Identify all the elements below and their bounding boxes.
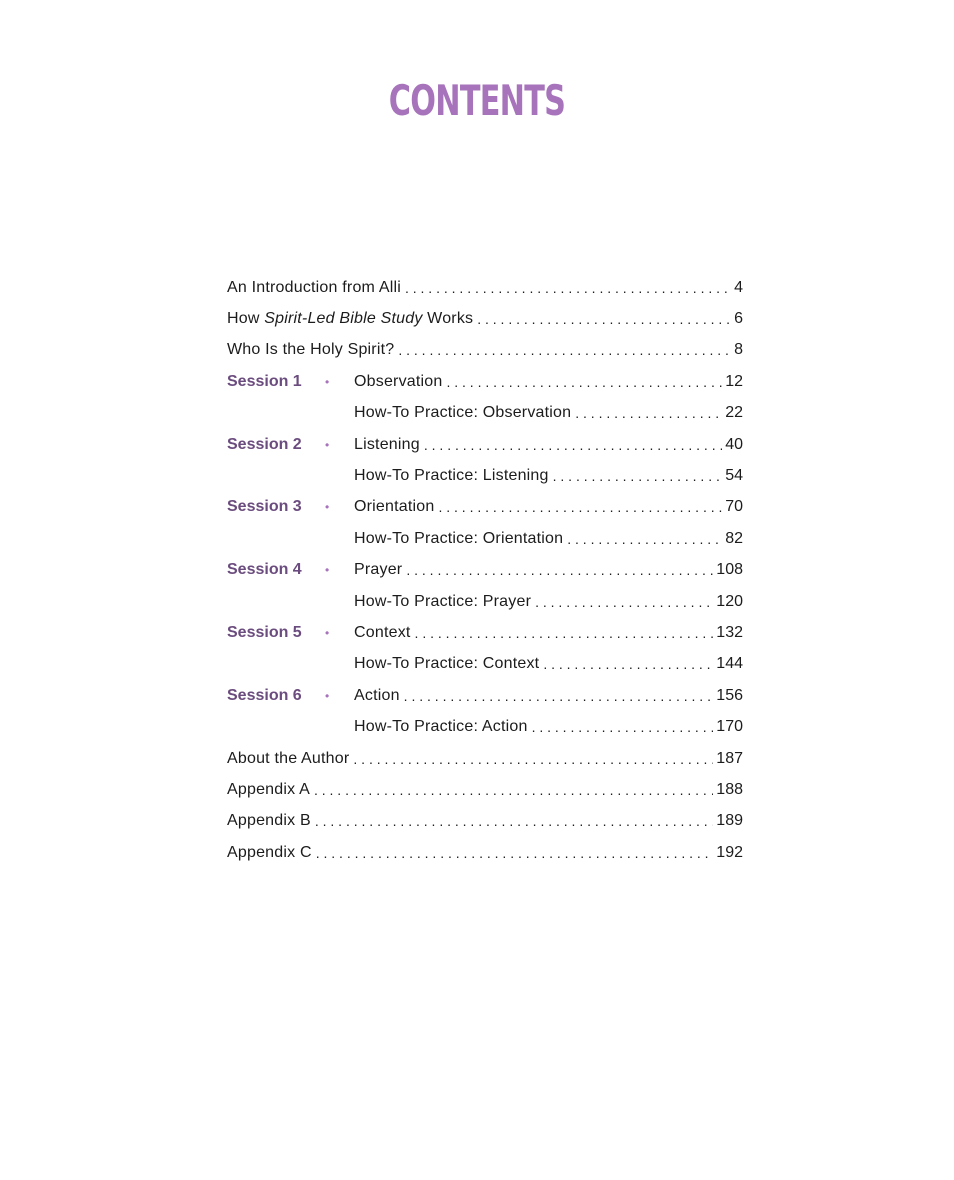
toc-entry-appendix-c[interactable] <box>227 837 743 868</box>
page-title: CONTENTS <box>388 76 566 125</box>
page-number: 40 <box>725 435 743 453</box>
toc-entry-about-author[interactable] <box>227 743 743 774</box>
entry-title: Action <box>354 686 400 704</box>
session-label: Session 3 <box>227 498 302 516</box>
toc-entry-holy-spirit[interactable] <box>227 335 743 366</box>
page-number: 70 <box>725 498 743 516</box>
dot-leader <box>535 593 713 611</box>
entry-title: How-To Practice: Context <box>354 655 540 673</box>
entry-title: About the Author <box>227 749 350 767</box>
entry-title: Appendix A <box>227 780 310 798</box>
page-number: 188 <box>716 780 743 798</box>
entry-title-prefix: How <box>227 310 265 328</box>
entry-title: Who Is the Holy Spirit? <box>227 341 395 359</box>
dot-leader <box>575 404 722 422</box>
bullet-icon: • <box>325 688 330 703</box>
bullet-icon: • <box>325 500 330 515</box>
toc-entry-appendix-b[interactable] <box>227 806 743 837</box>
dot-leader <box>567 530 722 548</box>
page-number: 120 <box>716 592 743 610</box>
entry-title: How-To Practice: Action <box>354 718 528 736</box>
toc-entry-appendix-a[interactable] <box>227 774 743 805</box>
toc-session-6-practice[interactable] <box>227 711 743 742</box>
dot-leader <box>424 436 722 454</box>
dot-leader <box>446 373 722 391</box>
dot-leader <box>553 467 723 485</box>
page-number: 12 <box>725 372 743 390</box>
page-number: 4 <box>734 278 743 296</box>
entry-title: Listening <box>354 435 420 453</box>
toc-session-3-practice[interactable] <box>227 523 743 554</box>
bullet-icon: • <box>325 625 330 640</box>
toc-session-4-practice[interactable] <box>227 586 743 617</box>
session-label: Session 4 <box>227 561 302 579</box>
toc-session-1-practice[interactable] <box>227 398 743 429</box>
entry-title: Observation <box>354 372 443 390</box>
toc-session-5-practice[interactable] <box>227 649 743 680</box>
toc-session-1-main[interactable] <box>227 366 743 397</box>
dot-leader <box>316 844 714 862</box>
dot-leader <box>406 561 713 579</box>
toc-entry-how-it-works[interactable] <box>227 303 743 334</box>
toc-session-2-main[interactable] <box>227 429 743 460</box>
entry-title-suffix: Works <box>422 310 474 328</box>
bullet-icon: • <box>325 437 330 452</box>
entry-title <box>227 311 477 327</box>
dot-leader <box>353 750 713 768</box>
dot-leader <box>404 687 714 705</box>
entry-title: Orientation <box>354 498 435 516</box>
page-number: 54 <box>725 467 743 485</box>
entry-title: How-To Practice: Listening <box>354 467 549 485</box>
dot-leader <box>477 310 731 328</box>
bullet-icon: • <box>325 563 330 578</box>
entry-title: Appendix C <box>227 843 312 861</box>
session-label: Session 2 <box>227 435 302 453</box>
dot-leader <box>315 812 713 830</box>
page-number: 170 <box>716 718 743 736</box>
dot-leader <box>398 341 731 359</box>
page-number: 8 <box>734 341 743 359</box>
toc-session-3-main[interactable] <box>227 492 743 523</box>
toc-session-4-main[interactable] <box>227 555 743 586</box>
dot-leader <box>543 655 713 673</box>
bullet-icon: • <box>325 374 330 389</box>
entry-title: Prayer <box>354 561 403 579</box>
page-number: 156 <box>716 686 743 704</box>
page-number: 22 <box>725 404 743 422</box>
entry-title: How-To Practice: Prayer <box>354 592 532 610</box>
page-number: 6 <box>734 310 743 328</box>
toc-session-5-main[interactable] <box>227 617 743 648</box>
entry-title: An Introduction from Alli <box>227 278 401 296</box>
dot-leader <box>415 624 714 642</box>
dot-leader <box>405 279 731 297</box>
page-number: 189 <box>716 812 743 830</box>
entry-title: How-To Practice: Orientation <box>354 529 564 547</box>
entry-title: Appendix B <box>227 812 311 830</box>
dot-leader <box>532 718 714 736</box>
session-label: Session 6 <box>227 686 302 704</box>
session-label: Session 1 <box>227 372 302 390</box>
page-number: 187 <box>716 749 743 767</box>
page-number: 144 <box>716 655 743 673</box>
entry-title: Context <box>354 623 411 641</box>
entry-title-italic: Spirit-Led Bible Study <box>264 310 423 328</box>
page-number: 132 <box>716 623 743 641</box>
toc-session-6-main[interactable] <box>227 680 743 711</box>
dot-leader <box>438 498 722 516</box>
session-label: Session 5 <box>227 623 302 641</box>
page-number: 192 <box>716 843 743 861</box>
toc-session-2-practice[interactable] <box>227 460 743 491</box>
dot-leader <box>314 781 713 799</box>
entry-title: How-To Practice: Observation <box>354 404 572 422</box>
page-number: 108 <box>716 561 743 579</box>
toc-entry-introduction[interactable] <box>227 272 743 303</box>
table-of-contents <box>227 272 743 868</box>
page-number: 82 <box>725 529 743 547</box>
